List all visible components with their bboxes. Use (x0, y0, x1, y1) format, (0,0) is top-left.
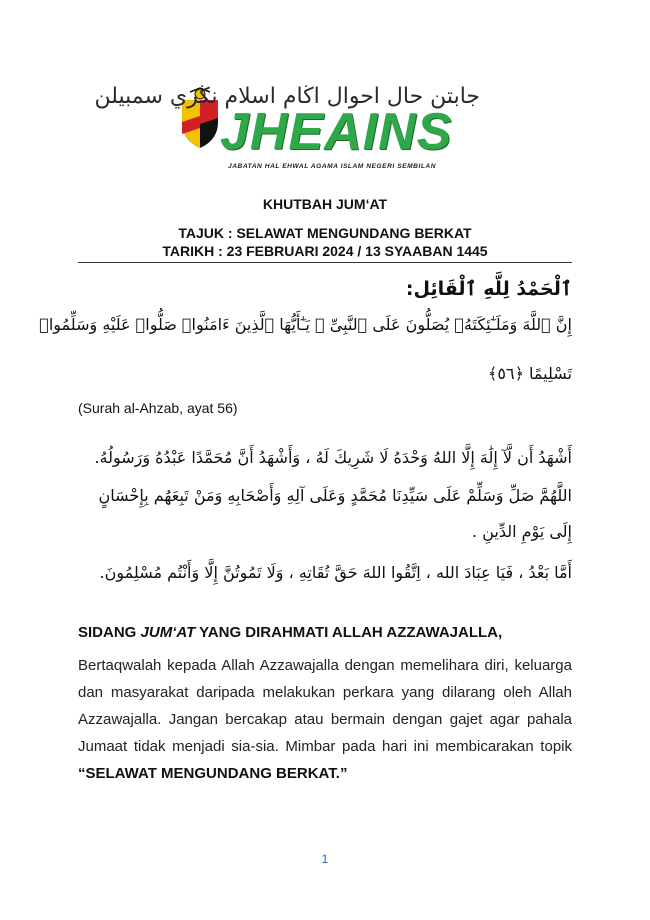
congregation-greeting (78, 624, 502, 641)
jheains-logo (94, 82, 482, 178)
arabic-shahada: أَشْهَدُ أَن لَّآ إِلَٰهَ إِلَّا اللهُ وَحْدَهُ لَا شَرِيكَ لَهُ ، وَأَشْهَدُ أَنَّ مُحَمَّدًا عَبْدُهُ وَرَسُولُهُ. (94, 448, 572, 467)
jawi-banner: جابتن حال احوال اڬام اسلام نڬري سمبيلن (94, 84, 480, 109)
arabic-opening: ٱلْحَمْدُ لِلَّهِ ٱلْقَائِل: (405, 278, 572, 300)
arabic-salawat-line-2: إِلَى يَوْمِ الدِّينِ . (472, 522, 572, 541)
arabic-amma-badu: أَمَّا بَعْدُ ، فَيَا عِبَادَ الله ، اِتَّقُوا اللهَ حَقَّ تُقَاتِهِ ، وَلَا تَمُوتُنَّ إِلَّا وَأَنْتُم مُسْلِمُونَ. (99, 563, 572, 582)
verse-citation: (Surah al-Ahzab, ayat 56) (78, 400, 238, 416)
page-number: 1 (321, 852, 329, 866)
paragraph-text: Bertaqwalah kepada Allah Azzawajalla dengan memelihara diri, keluarga dan masyarakat daripada melakukan perkara yang dilarang oleh Allah Azzawajalla. Jangan bercakap atau bermain dengan gajet agar pahala Jumaat tidak menjadi sia-sia. Mimbar pada hari ini membicarakan topik (78, 657, 572, 755)
arabic-verse-line-2: تَسْلِيمًا ﴿٥٦﴾ (488, 364, 572, 383)
greeting-suffix: YANG DIRAHMATI ALLAH AZZAWAJALLA, (195, 624, 503, 641)
divider (78, 262, 572, 263)
greeting-prefix: SIDANG (78, 624, 141, 641)
topic-heading: TAJUK : SELAWAT MENGUNDANG BERKAT (178, 225, 472, 241)
brand-subtitle: JABATAN HAL EHWAL AGAMA ISLAM NEGERI SEMBILAN (228, 163, 437, 170)
sermon-title: KHUTBAH JUM‘AT (262, 196, 388, 212)
date-heading: TARIKH : 23 FEBRUARI 2024 / 13 SYAABAN 1445 (162, 243, 488, 259)
arabic-salawat-line-1: اللَّهُمَّ صَلِّ وَسَلِّمْ عَلَى سَيِّدِنَا مُحَمَّدٍ وَعَلَى آلِهِ وَأَصْحَابِهِ وَمَنْ تَبِعَهُم بِإِحْسَانٍ (98, 486, 572, 505)
body-paragraph (78, 652, 572, 787)
brand-wordmark: JHEAINS (220, 103, 453, 161)
topic-title: “SELAWAT MENGUNDANG BERKAT.” (78, 765, 348, 782)
arabic-verse-line-1: إِنَّ ٱللَّهَ وَمَلَـٰٓئِكَتَهُۥ يُصَلُّونَ عَلَى ٱلنَّبِىِّ ۚ يَـٰٓأَيُّهَا ٱلَّذِينَ ءَامَنُوا۟ صَلُّوا۟ عَلَيْهِ وَسَلِّمُوا۟ (39, 315, 572, 334)
greeting-italic: JUM‘AT (140, 624, 196, 641)
